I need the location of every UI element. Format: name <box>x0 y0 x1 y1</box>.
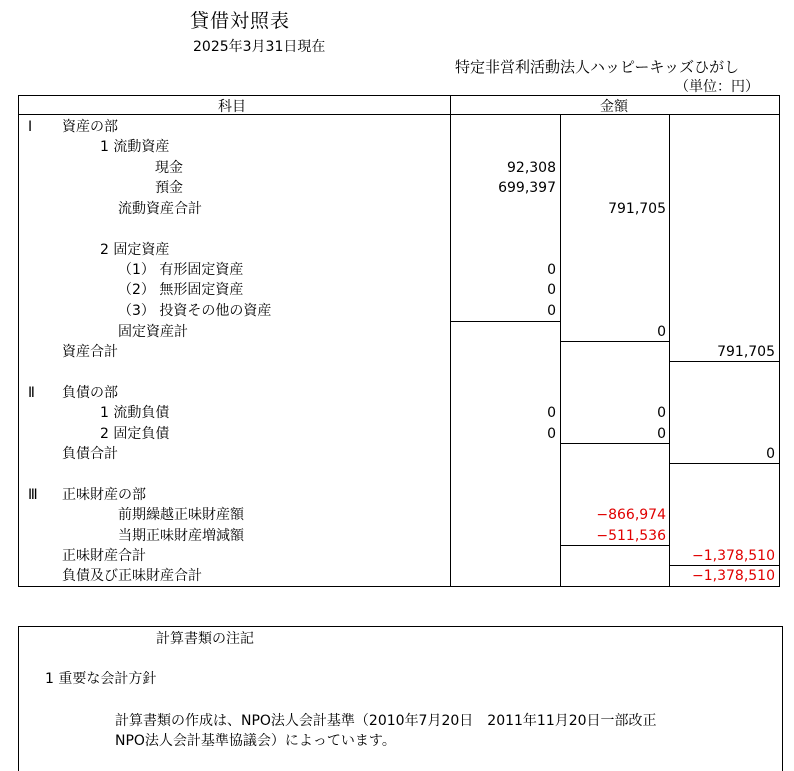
notes-body-line-2: NPO法人会計基準協議会）によっています。 <box>115 733 396 749</box>
column-header-item: 科目 <box>218 99 246 115</box>
net-assets-heading: 正味財産の部 <box>62 487 146 503</box>
balance-sheet-table <box>18 95 780 587</box>
fixed-liabilities-label: 2 固定負債 <box>100 426 170 442</box>
header-divider <box>18 114 780 115</box>
current-liabilities-value-1: 0 <box>547 405 556 421</box>
assets-heading: 資産の部 <box>62 119 118 135</box>
fixed-assets-heading: 2 固定資産 <box>100 242 170 258</box>
liabilities-heading: 負債の部 <box>62 385 118 401</box>
prior-net-assets-value: −866,974 <box>596 507 666 523</box>
cash-label: 現金 <box>155 160 183 176</box>
current-change-label: 当期正味財産増減額 <box>118 528 244 544</box>
investments-value: 0 <box>547 303 556 319</box>
current-liabilities-label: 1 流動負債 <box>100 405 170 421</box>
notes-heading: 計算書類の注記 <box>156 631 254 647</box>
liabilities-total-value: 0 <box>766 446 775 462</box>
underline-fixed-col1 <box>450 321 560 322</box>
current-assets-total-label: 流動資産合計 <box>118 201 202 217</box>
intangible-label: （2） 無形固定資産 <box>118 282 244 298</box>
fixed-assets-total-value: 0 <box>657 324 666 340</box>
table-border-right <box>779 95 780 587</box>
intangible-value: 0 <box>547 282 556 298</box>
current-assets-heading: 1 流動資産 <box>100 139 170 155</box>
document-title: 貸借対照表 <box>190 10 291 32</box>
tangible-value: 0 <box>547 262 556 278</box>
liabilities-numeral: Ⅱ <box>28 385 35 401</box>
investments-label: （3） 投資その他の資産 <box>118 303 272 319</box>
unit-label: （単位：円） <box>675 79 759 95</box>
prior-net-assets-label: 前期繰越正味財産額 <box>118 507 244 523</box>
column-header-amount: 金額 <box>600 99 628 115</box>
tangible-label: （1） 有形固定資産 <box>118 262 244 278</box>
table-border-top <box>18 95 780 96</box>
grand-total-value: −1,378,510 <box>692 568 775 584</box>
fixed-assets-total-label: 固定資産計 <box>118 324 188 340</box>
deposits-value: 699,397 <box>498 180 556 196</box>
notes-body-line-1: 計算書類の作成は、NPO法人会計基準（2010年7月20日 2011年11月20日一部改正 <box>115 713 657 729</box>
report-date: 2025年3月31日現在 <box>193 39 326 55</box>
notes-box <box>18 626 783 771</box>
organization-name: 特定非営利活動法人ハッピーキッズひがし <box>455 58 740 76</box>
current-liabilities-value-2: 0 <box>657 405 666 421</box>
fixed-liabilities-value-1: 0 <box>547 426 556 442</box>
deposits-label: 預金 <box>155 180 183 196</box>
fixed-liabilities-value-2: 0 <box>657 426 666 442</box>
net-assets-total-label: 正味財産合計 <box>62 548 146 564</box>
assets-numeral: Ⅰ <box>28 119 33 135</box>
current-change-value: −511,536 <box>596 528 666 544</box>
assets-total-label: 資産合計 <box>62 344 118 360</box>
table-border-bottom <box>18 586 780 587</box>
grand-total-label: 負債及び正味財産合計 <box>62 568 202 584</box>
net-assets-total-value: −1,378,510 <box>692 548 775 564</box>
cash-value: 92,308 <box>507 160 556 176</box>
notes-item-1: 1 重要な会計方針 <box>45 671 157 687</box>
net-assets-numeral: Ⅲ <box>28 487 38 503</box>
assets-total-value: 791,705 <box>717 344 775 360</box>
liabilities-total-label: 負債合計 <box>62 446 118 462</box>
table-border-left <box>18 95 19 587</box>
current-assets-total-value: 791,705 <box>608 201 666 217</box>
